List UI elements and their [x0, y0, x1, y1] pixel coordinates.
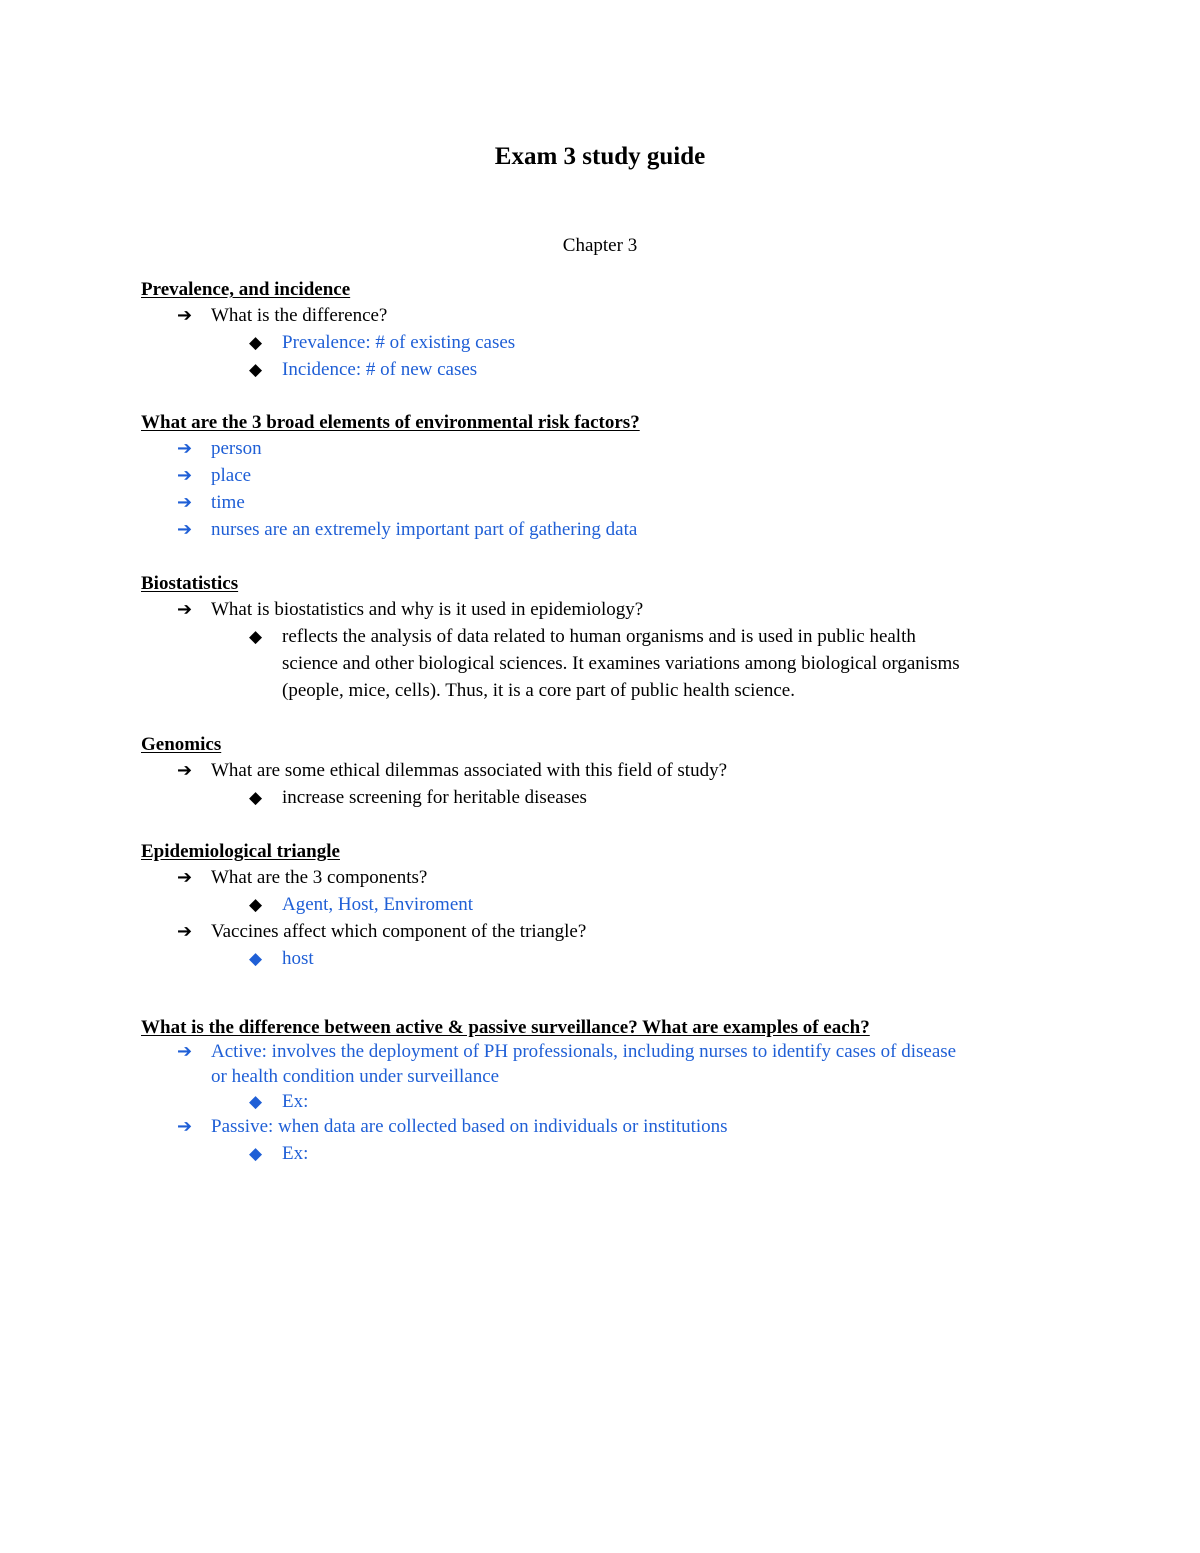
diamond-icon: ◆ [249, 1092, 263, 1112]
list-item: ➔ Passive: when data are collected based on individuals or institutions [177, 1116, 728, 1137]
section-heading: What are the 3 broad elements of environmental risk factors? [141, 412, 640, 433]
chapter-label: Chapter 3 [562, 235, 638, 256]
list-item-continuation: or health condition under surveillance [211, 1066, 500, 1087]
list-item: ◆ host [249, 948, 314, 969]
arrow-right-icon: ➔ [177, 492, 193, 513]
list-item-continuation: science and other biological sciences. It examines variations among biological organisms [282, 653, 960, 674]
diamond-icon: ◆ [249, 1144, 263, 1164]
section-heading: What is the difference between active & passive surveillance? What are examples of each? [141, 1017, 870, 1038]
diamond-icon: ◆ [249, 788, 263, 808]
arrow-right-icon: ➔ [177, 438, 193, 459]
list-item: ◆ Agent, Host, Enviroment [249, 894, 474, 915]
diamond-icon: ◆ [249, 333, 263, 353]
arrow-right-icon: ➔ [177, 599, 193, 620]
arrow-right-icon: ➔ [177, 921, 193, 942]
list-item: ➔ What are the 3 components? [177, 867, 428, 888]
arrow-right-icon: ➔ [177, 519, 193, 540]
list-item: ◆ reflects the analysis of data related to human organisms and is used in public health [249, 626, 916, 647]
section-heading: Genomics [141, 734, 222, 755]
list-item: ◆ Ex: [249, 1143, 309, 1164]
arrow-right-icon: ➔ [177, 760, 193, 781]
list-item: ➔ What is biostatistics and why is it used in epidemiology? [177, 599, 644, 620]
section-heading: Biostatistics [141, 573, 239, 594]
list-item: ◆ increase screening for heritable diseases [249, 787, 587, 808]
arrow-right-icon: ➔ [177, 867, 193, 888]
section-heading: Prevalence, and incidence [141, 279, 351, 300]
diamond-icon: ◆ [249, 895, 263, 915]
arrow-right-icon: ➔ [177, 1116, 193, 1137]
list-item: ➔ place [177, 465, 252, 486]
list-item: ➔ What are some ethical dilemmas associated with this field of study? [177, 760, 728, 781]
section-heading: Epidemiological triangle [141, 841, 340, 862]
list-item: ◆ Incidence: # of new cases [249, 359, 478, 380]
arrow-right-icon: ➔ [177, 465, 193, 486]
list-item: ➔ Vaccines affect which component of the triangle? [177, 921, 587, 942]
diamond-icon: ◆ [249, 949, 263, 969]
list-item-continuation: (people, mice, cells). Thus, it is a core part of public health science. [282, 680, 795, 701]
arrow-right-icon: ➔ [177, 1041, 193, 1062]
list-item: ➔ nurses are an extremely important part of gathering data [177, 519, 638, 540]
list-item: ➔ time [177, 492, 245, 513]
diamond-icon: ◆ [249, 360, 263, 380]
diamond-icon: ◆ [249, 627, 263, 647]
list-item: ➔ What is the difference? [177, 305, 388, 326]
arrow-right-icon: ➔ [177, 305, 193, 326]
list-item: ◆ Prevalence: # of existing cases [249, 332, 516, 353]
list-item: ➔ Active: involves the deployment of PH professionals, including nurses to identify cases of disease [177, 1041, 957, 1062]
list-item: ➔ person [177, 438, 262, 459]
document-title: Exam 3 study guide [494, 143, 706, 170]
list-item: ◆ Ex: [249, 1091, 309, 1112]
